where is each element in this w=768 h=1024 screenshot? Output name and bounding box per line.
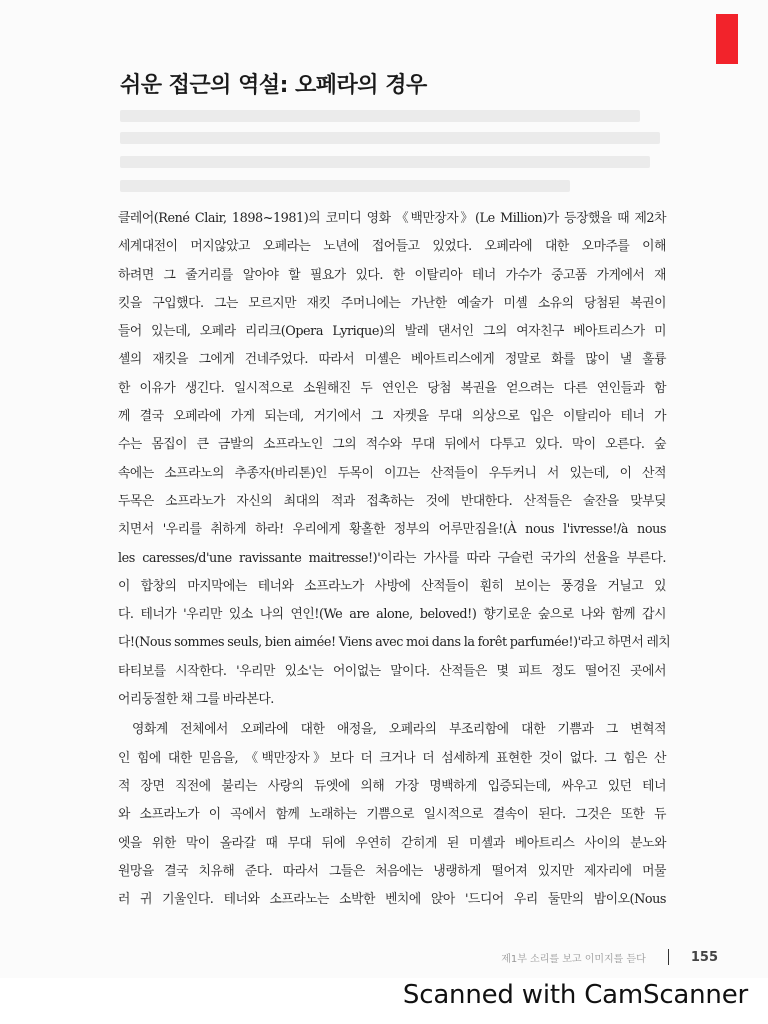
text-line: 세계대전이 머지않았고 오페라는 노년에 접어들고 있었다. 오페라에 대한 오마주를 이해 [118, 239, 666, 255]
paragraph-2 [118, 716, 666, 914]
text-line: 인 힘에 대한 믿음을, 《백만장자》보다 더 크거나 더 섬세하게 표현한 것이 없다. 그 힘은 산 [118, 750, 666, 766]
text-line: 께 결국 오페라에 가게 되는데, 거기에서 그 자켓을 무대 의상으로 입은 이탈리아 테너 가 [118, 409, 666, 425]
text-line: 다!(Nous sommes seuls, bien aimée! Viens avec moi dans la forêt parfumée!)'라고 하면서 레치 [118, 635, 671, 651]
text-line: 클레어(René Clair, 1898~1981)의 코미디 영화 《백만장자》(Le Million)가 등장했을 때 제2차 [118, 211, 666, 226]
bleed-through-line [120, 156, 650, 168]
text-line: les caresses/d'une ravissante maitresse!)'이라는 가사를 따라 구슬런 국가의 선율을 부른다. [118, 550, 666, 566]
body-text [118, 205, 671, 914]
footer-divider [668, 949, 669, 965]
text-line: 셸의 재킷을 그에게 건네주었다. 따라서 미셸은 베아트리스에게 정말로 화를 많이 낼 훌륭 [118, 352, 666, 368]
text-line: 수는 몸집이 큰 금발의 소프라노인 그의 적수와 무대 뒤에서 다투고 있다. 막이 오른다. 숲 [118, 437, 666, 453]
paragraph-1 [118, 205, 671, 714]
bleed-through-line [120, 110, 640, 122]
page-footer [501, 944, 718, 970]
page-number: 155 [690, 949, 718, 965]
red-bookmark-tab [716, 14, 738, 64]
text-line: 적 장면 직전에 불리는 사랑의 듀엣에 의해 가장 명백하게 입증되는데, 싸우고 있던 테너 [118, 778, 666, 794]
bleed-through-line [120, 132, 660, 144]
text-line: 속에는 소프라노의 추종자(바리톤)인 두목이 이끄는 산적들이 우두커니 서 있는데, 이 산적 [118, 465, 666, 481]
text-line: 들어 있는데, 오페라 리리크(Opera Lyrique)의 발레 댄서인 그의 여자친구 베아트리스가 미 [118, 324, 666, 340]
bleed-through-line [120, 180, 570, 192]
text-line: 치면서 '우리를 취하게 하라! 우리에게 황홀한 정부의 어루만짐을!(À nous l'ivresse!/à nous [118, 522, 666, 538]
text-line: 영화계 전체에서 오페라에 대한 애정을, 오페라의 부조리함에 대한 기쁨과 그 변혁적 [132, 722, 666, 738]
text-line: 다. 테너가 '우리만 있소 나의 연인!(We are alone, beloved!) 향기로운 숲으로 나와 함께 갑시 [118, 607, 666, 623]
text-line: 와 소프라노가 이 곡에서 함께 노래하는 기쁨으로 일시적으로 결속이 된다. 그것은 또한 듀 [118, 807, 666, 823]
text-line: 하려면 그 줄거리를 알아야 할 필요가 있다. 한 이탈리아 테너 가수가 중고품 가게에서 재 [118, 267, 666, 283]
scanner-watermark [0, 978, 768, 1024]
section-title: 쉬운 접근의 역설: 오페라의 경우 [120, 73, 427, 98]
text-line: 타티보를 시작한다. '우리만 있소'는 어이없는 말이다. 산적들은 몇 피트 정도 떨어진 곳에서 [118, 663, 666, 679]
watermark-text: Scanned with CamScanner [402, 980, 748, 1010]
text-line: 원망을 결국 치유해 준다. 따라서 그들은 처음에는 냉랭하게 떨어져 있지만 제자리에 머물 [118, 863, 666, 879]
text-line: 킷을 구입했다. 그는 모르지만 재킷 주머니에는 가난한 예술가 미셸 소유의 당첨된 복권이 [118, 295, 666, 311]
running-head: 제1부 소리를 보고 이미지를 듣다 [501, 953, 646, 965]
text-line: 이 합창의 마지막에는 테너와 소프라노가 사방에 산적들이 훤히 보이는 풍경을 거닐고 있 [118, 578, 666, 594]
text-line: 어리둥절한 채 그를 바라본다. [118, 692, 274, 708]
text-line: 한 이유가 생긴다. 일시적으로 소원해진 두 연인은 당첨 복권을 얻으려는 다른 연인들과 함 [118, 380, 666, 396]
text-line: 두목은 소프라노가 자신의 최대의 적과 접촉하는 것에 반대한다. 산적들은 술잔을 맞부딪 [118, 493, 666, 509]
text-line: 러 귀 기울인다. 테너와 소프라노는 소박한 벤치에 앉아 '드디어 우리 둘만의 밤이오(Nous [118, 892, 666, 908]
text-line: 엣을 위한 막이 올라갈 때 무대 뒤에 우연히 갇히게 된 미셸과 베아트리스 사이의 분노와 [118, 835, 666, 851]
